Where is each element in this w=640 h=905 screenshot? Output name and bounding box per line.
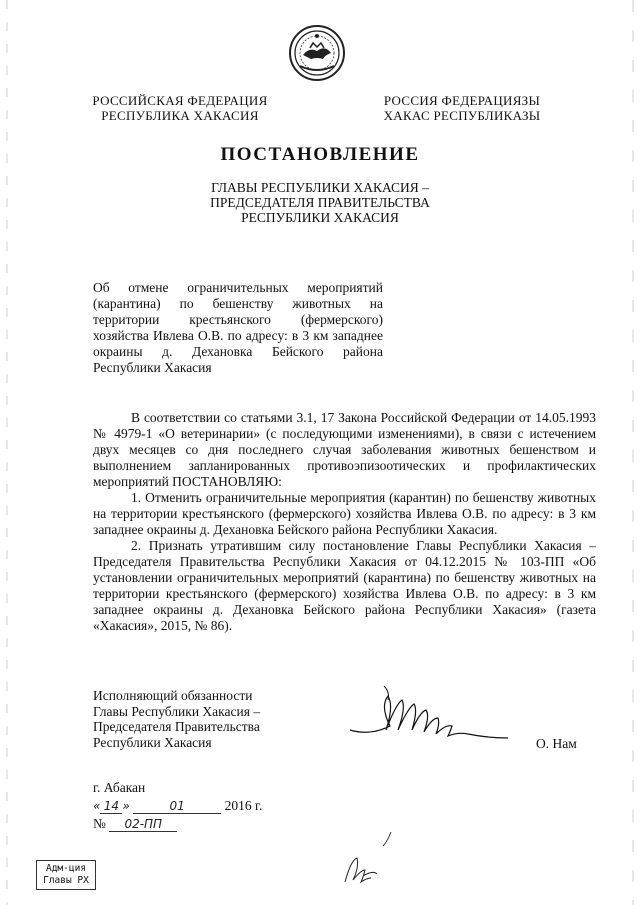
document-title: ПОСТАНОВЛЕНИЕ — [220, 144, 420, 165]
header-left-line1: РОССИЙСКАЯ ФЕДЕРАЦИЯ — [92, 93, 268, 108]
stamp-line2: Главы РХ — [43, 875, 89, 886]
date-month: 01 — [133, 799, 221, 814]
signature-line2: Главы Республики Хакасия – — [93, 703, 261, 719]
emblem-icon — [288, 24, 346, 82]
body-paragraph-1: В соответствии со статьями 3.1, 17 Закона Российской Федерации от 14.05.1993 № 4979-1 «О ветеринарии» (с последующими изменениями), в связи с истечением двух месяцев со дня последнего случая заболевания животных бешенством и выполнением запланированных противоэпизоотических и профилактических мероприятий ПОСТАНОВЛЯЮ: — [93, 410, 596, 489]
body-paragraph-2: 1. Отменить ограничительные мероприятия (карантин) по бешенству животных на территории крестьянского (фермерского) хозяйства Ивлева О.В. по адресу: в 3 км западнее окраины д. Дехановка Бейского района Республики Хакасия. — [93, 490, 596, 537]
date-close-quote: » — [122, 799, 130, 813]
header-right-line2: ХАКАС РЕСПУБЛИКАЗЫ — [383, 108, 541, 123]
signature-line3: Председателя Правительства — [93, 719, 260, 734]
subtitle-line1: ГЛАВЫ РЕСПУБЛИКИ ХАКАСИЯ – — [211, 180, 429, 195]
scan-edge-left — [6, 0, 8, 905]
number-label: № — [93, 816, 106, 831]
body-paragraph-3: 2. Признать утратившим силу постановление Главы Республики Хакасия – Председателя Правительства Республики Хакасия от 04.12.2015 № 103-ПП «Об установлении ограничительных мероприятий (карантина) по бешенству животных на территории крестьянского (фермерского) хозяйства Ивлева О.В. по адресу: в 3 км западнее окраины д. Дехановка Бейского района Республики Хакасия» (газета «Хакасия», 2015, № 86). — [93, 538, 596, 633]
document-body — [93, 410, 596, 634]
number-value: 02-ПП — [109, 817, 177, 832]
stamp-line1: Адм-ция — [45, 863, 87, 874]
header-right — [372, 93, 552, 123]
signature-line4: Республики Хакасия — [93, 734, 212, 750]
scan-edge-right — [632, 0, 634, 905]
header-left — [90, 93, 270, 123]
date-line — [93, 798, 293, 814]
header-right-line1: РОССИЯ ФЕДЕРАЦИЯЗЫ — [383, 93, 541, 108]
signatory-name: О. Нам — [536, 736, 577, 751]
subtitle-line3: РЕСПУБЛИКИ ХАКАСИЯ — [241, 210, 399, 225]
date-day: 14 — [100, 799, 122, 814]
signature-line1: Исполняющий обязанности — [93, 688, 253, 703]
registration-stamp — [36, 860, 96, 890]
date-open-quote: « — [93, 799, 101, 813]
city: г. Абакан — [93, 780, 146, 795]
signature-block — [93, 688, 313, 750]
subtitle-line2: ПРЕДСЕДАТЕЛЯ ПРАВИТЕЛЬСТВА — [210, 195, 430, 210]
header-left-line2: РЕСПУБЛИКА ХАКАСИЯ — [101, 108, 259, 123]
document-subtitle — [140, 180, 500, 225]
number-line — [93, 816, 293, 832]
document-subject: Об отмене ограничительных мероприятий (карантина) по бешенству животных на территории крестьянского (фермерского) хозяйства Ивлева О.В. по адресу: в 3 км западнее окраины д. Дехановка Бейского района Республики Хакасия — [93, 280, 383, 375]
handwritten-signature — [348, 682, 558, 762]
date-year: 2016 г. — [224, 798, 263, 813]
handwritten-initials — [333, 830, 393, 890]
